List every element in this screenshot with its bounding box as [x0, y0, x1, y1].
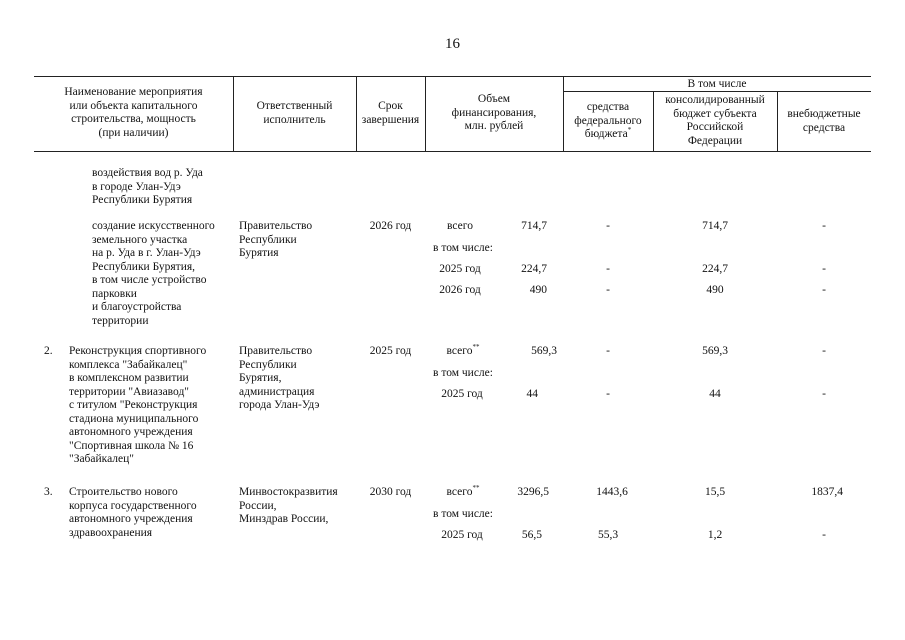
table-top-rule [34, 76, 871, 77]
name-line: в городе Улан-Удэ [92, 180, 181, 193]
row3-name [69, 486, 197, 540]
header-deadline [356, 100, 425, 127]
name-line: в комплексном развитии [69, 372, 189, 384]
footnote-mark: * [627, 126, 632, 135]
header-extra-line: внебюджетные [787, 108, 861, 120]
row3-total-extra: 1837,4 [811, 486, 843, 498]
row2-total-federal: - [606, 345, 610, 357]
name-line: стадиона муниципального [69, 412, 199, 425]
header-extra-line: средства [802, 121, 846, 134]
row2-name [69, 345, 206, 467]
sub-total-label: всего [447, 220, 473, 232]
name-line: Республики Бурятия, [92, 260, 196, 273]
row2-2025-label: 2025 год [441, 388, 483, 400]
executor-line: России, [239, 499, 277, 512]
name-line: Строительство нового [69, 486, 178, 498]
name-line: территории [92, 314, 149, 327]
header-volume-line: млн. рублей [464, 120, 524, 132]
row3-total-federal: 1443,6 [596, 486, 628, 498]
row3-2025-value: 56,5 [521, 529, 542, 541]
row2-total-regional: 569,3 [702, 345, 728, 357]
row2-total-label [425, 345, 501, 359]
sub-2026-label: 2026 год [439, 284, 481, 296]
row3-total-regional: 15,5 [704, 486, 726, 498]
name-line: парковки [92, 287, 137, 300]
executor-line: администрация [239, 385, 315, 398]
header-regional-line: Федерации [687, 134, 743, 147]
name-line: автономного учреждения [69, 426, 193, 438]
header-volume [425, 93, 563, 134]
executor-line: Правительство [239, 345, 313, 357]
page-number: 16 [445, 36, 460, 52]
executor-line: города Улан-Удэ [239, 399, 320, 411]
sub-deadline: 2026 год [369, 220, 412, 232]
executor-line: Бурятия, [239, 372, 282, 384]
name-line: создание искусственного [92, 220, 215, 232]
header-federal-line: федерального [574, 114, 642, 127]
sub-2025-label: 2025 год [439, 263, 481, 275]
sub-including-label: в том числе: [433, 242, 493, 254]
row3-2025-federal: 55,3 [597, 529, 619, 541]
name-line: здравоохранения [69, 526, 153, 539]
row2-deadline: 2025 год [369, 345, 412, 357]
header-including: В том числе [687, 78, 747, 90]
header-name-line: (при наличии) [98, 126, 169, 139]
executor-line: Минвостокразвития [239, 486, 338, 498]
executor-line: Республики [239, 233, 297, 246]
footnote-mark: ** [472, 484, 480, 493]
row2-2025-extra: - [822, 388, 826, 400]
executor-line: Республики [239, 358, 297, 371]
header-federal [563, 101, 653, 142]
footnote-mark: ** [472, 343, 480, 352]
name-line: Республики Бурятия [92, 194, 193, 206]
header-volume-line: финансирования, [451, 106, 537, 119]
sub-total-extra: - [822, 220, 826, 232]
name-line: и благоустройства [92, 301, 182, 313]
row2-number: 2. [44, 345, 53, 357]
name-line: "Спортивная школа № 16 [69, 439, 194, 452]
header-regional-line: консолидированный [665, 94, 765, 106]
row2-including-label: в том числе: [433, 367, 493, 379]
header-regional-line: Российской [686, 121, 744, 133]
sub-2025-value: 224,7 [521, 263, 547, 275]
name-line: "Забайкалец" [69, 453, 134, 465]
row2-2025-value: 44 [526, 388, 538, 400]
total-text: всего [446, 345, 473, 357]
row3-deadline: 2030 год [369, 486, 412, 498]
executor-line: Минздрав России, [239, 513, 329, 525]
name-line: комплекса "Забайкалец" [69, 358, 188, 371]
sub-2025-federal: - [606, 263, 610, 275]
row3-2025-regional: 1,2 [707, 529, 723, 541]
row3-including-label: в том числе: [433, 508, 493, 520]
header-extra [777, 108, 871, 135]
sub-2025-extra: - [822, 263, 826, 275]
sub-executor [239, 220, 312, 261]
total-text: всего [446, 486, 473, 498]
header-volume-line: Объем [477, 93, 511, 105]
header-executor-line: исполнитель [263, 113, 326, 126]
header-regional-line: бюджет субъекта [673, 107, 757, 120]
name-line: Реконструкция спортивного [69, 345, 207, 357]
row2-2025-federal: - [606, 388, 610, 400]
sub-2026-federal: - [606, 284, 610, 296]
header-deadline-line: завершения [361, 113, 420, 126]
header-deadline-line: Срок [378, 100, 403, 112]
sub-2026-value: 490 [529, 284, 547, 296]
name-line: земельного участка [92, 233, 188, 246]
cont-name [92, 167, 203, 208]
header-name [34, 86, 233, 140]
row3-total-value: 3296,5 [517, 486, 549, 498]
header-bottom-rule [34, 151, 871, 152]
name-line: с титулом "Реконструкция [69, 399, 198, 411]
sub-name [92, 220, 215, 328]
row2-total-extra: - [822, 345, 826, 357]
row3-number: 3. [44, 486, 53, 498]
name-line: воздействия вод р. Уда [92, 167, 203, 179]
sub-2026-regional: 490 [706, 284, 724, 296]
row3-executor [239, 486, 338, 527]
header-federal-line [563, 128, 653, 142]
row2-total-value: 569,3 [531, 345, 557, 357]
executor-line: Бурятия [239, 247, 279, 259]
row3-2025-extra: - [822, 529, 826, 541]
executor-line: Правительство [239, 220, 313, 232]
header-regional [653, 94, 777, 148]
name-line: территории "Авиазавод" [69, 385, 189, 398]
name-line: в том числе устройство [92, 274, 207, 286]
sub-total-regional: 714,7 [702, 220, 728, 232]
header-executor-line: Ответственный [256, 100, 333, 112]
header-name-line: Наименование мероприятия [64, 86, 203, 98]
header-federal-text: бюджета [584, 128, 628, 140]
header-executor [233, 100, 356, 127]
row3-2025-label: 2025 год [441, 529, 483, 541]
name-line: на р. Уда в г. Улан-Удэ [92, 247, 201, 259]
row3-total-label [425, 486, 501, 500]
header-name-line: строительства, мощность [71, 113, 196, 125]
header-name-line: или объекта капитального [69, 99, 198, 112]
header-federal-line: средства [586, 101, 630, 113]
sub-2026-extra: - [822, 284, 826, 296]
name-line: корпуса государственного [69, 499, 197, 512]
sub-total-federal: - [606, 220, 610, 232]
name-line: автономного учреждения [69, 513, 193, 525]
row2-executor [239, 345, 319, 413]
row2-2025-regional: 44 [709, 388, 721, 400]
sub-2025-regional: 224,7 [702, 263, 728, 275]
sub-total-value: 714,7 [521, 220, 547, 232]
